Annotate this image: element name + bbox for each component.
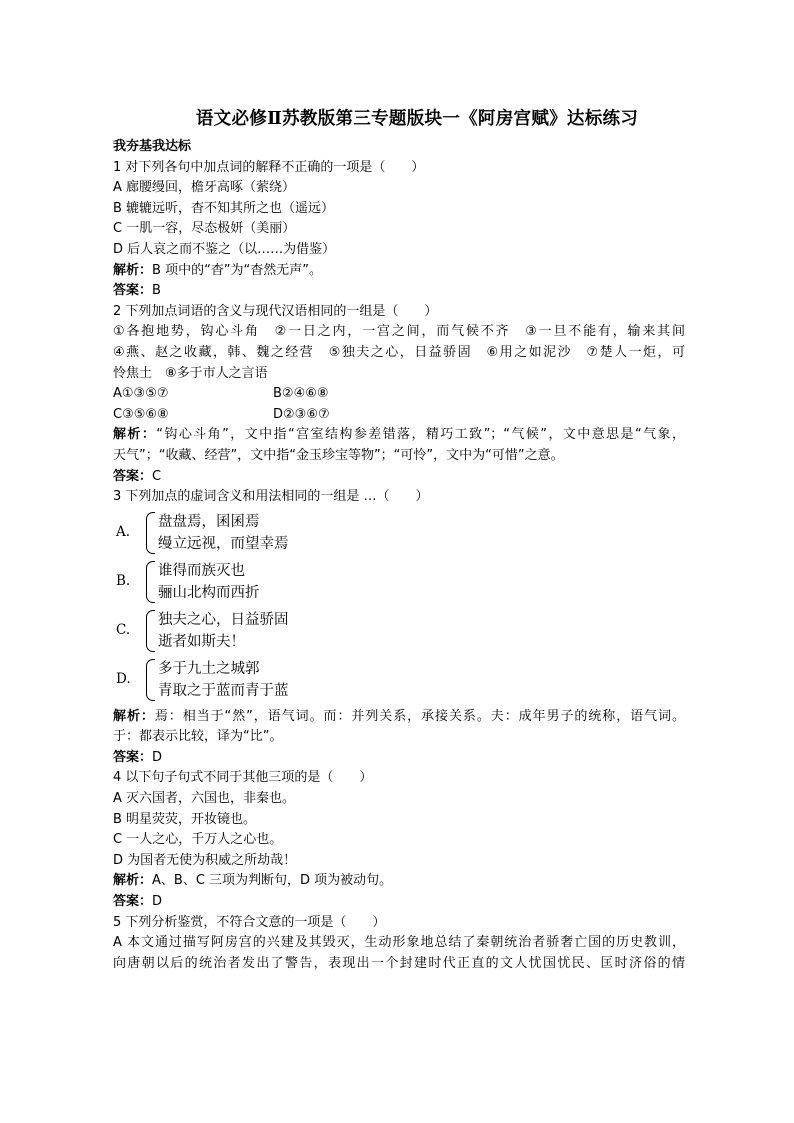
q3-option-b-line-2: 骊山北构而西折	[158, 584, 260, 601]
q3-option-a-line-1: 盘盘焉，囷囷焉	[158, 513, 260, 530]
q4-answer: 答案：D	[113, 894, 163, 910]
q3-stem: 3 下列加点的虚词含义和用法相同的一组是 …（ ）	[113, 489, 429, 505]
q3-option-d-line-1: 多于九土之城郭	[158, 660, 260, 677]
q2-options-row-2	[113, 405, 685, 426]
q2-analysis-line-1: 解析：“钩心斗角”，文中指“宫室结构参差错落，精巧工致”；“气候”，文中意思是“气象，	[113, 427, 685, 443]
option-letter: B.	[116, 573, 131, 590]
q5-option-a-line-2: 向唐朝以后的统治者发出了警告，表现出一个封建时代正直的文人忧国忧民、匡时济俗的情	[113, 955, 685, 971]
q2-items-line-1: ①各抱地势，钩心斗角 ②一日之内，一宫之间，而气候不齐 ③一旦不能有，输来其间	[113, 324, 685, 340]
answer-label: 答案：	[113, 749, 153, 765]
q4-option-a: A 灭六国者，六国也，非秦也。	[113, 791, 296, 807]
q4-option-b: B 明星荧荧，开妆镜也。	[113, 811, 257, 827]
q2-items-line-3: 怜焦土 ⑧多于市人之言语	[113, 365, 268, 381]
analysis-label: 解析：	[113, 262, 153, 278]
q4-stem: 4 以下句子句式不同于其他三项的是（ ）	[113, 770, 373, 786]
option-letter: C.	[116, 622, 131, 639]
q3-option-b-line-1: 谁得而族灭也	[158, 562, 245, 579]
q3-analysis-line-1: 解析：焉：相当于“然”，语气词。而：并列关系，承接关系。夫：成年男子的统称，语气词。	[113, 708, 685, 724]
q3-option-c	[116, 609, 685, 653]
q2-answer: 答案：C	[113, 468, 162, 484]
analysis-label: 解析：	[113, 873, 153, 889]
analysis-label: 解析：	[113, 427, 157, 443]
section-heading: 我夯基我达标	[113, 139, 192, 154]
q2-analysis-line-2: 天气”；“收藏、经营”，文中指“金玉珍宝等物”；“可怜”，文中为“可惜”之意。	[113, 447, 564, 463]
analysis-label: 解析：	[113, 708, 155, 724]
q3-option-c-line-2: 逝者如斯夫！	[158, 633, 245, 650]
q2-option-b: B②④⑥⑧	[273, 386, 329, 402]
q2-option-a: A①③⑤⑦	[113, 386, 169, 402]
q3-option-c-line-1: 独夫之心，日益骄固	[158, 611, 289, 628]
q1-answer: 答案：B	[113, 283, 161, 299]
q3-option-d	[116, 658, 685, 702]
page-title: 语文必修Ⅱ苏教版第三专题版块一《阿房宫赋》达标练习	[195, 109, 639, 129]
q2-options-row-1	[113, 384, 685, 405]
q3-analysis-line-2: 于：都表示比较，译为“比”。	[113, 729, 283, 745]
answer-label: 答案：	[113, 283, 153, 299]
q5-stem: 5 下列分析鉴赏，不符合文意的一项是（ ）	[113, 914, 386, 930]
q1-option-a: A 廊腰缦回，檐牙高啄（萦绕）	[113, 180, 296, 196]
q3-option-a	[116, 511, 685, 555]
q1-analysis: 解析：B 项中的“杳”为“杳然无声”。	[113, 262, 323, 278]
q3-option-b	[116, 560, 685, 604]
q4-option-d: D 为国者无使为积威之所劫哉！	[113, 852, 297, 868]
q3-answer: 答案：D	[113, 749, 163, 765]
brace-icon	[146, 659, 155, 701]
q2-option-d: D②③⑥⑦	[273, 406, 330, 422]
q1-stem: 1 对下列各句中加点词的解释不正确的一项是（ ）	[113, 159, 425, 175]
brace-icon	[146, 561, 155, 603]
q1-option-b: B 辘辘远听，杳不知其所之也（遥远）	[113, 200, 335, 216]
q3-option-a-line-2: 缦立远视，而望幸焉	[158, 535, 289, 552]
q2-option-c: C③⑤⑥⑧	[113, 406, 169, 422]
brace-icon	[146, 610, 155, 652]
q1-option-d: D 后人哀之而不鉴之（以……为借鉴）	[113, 241, 336, 257]
q2-items-line-2: ④燕、赵之收藏，韩、魏之经营 ⑤独夫之心，日益骄固 ⑥用之如泥沙 ⑦楚人一炬，可	[113, 344, 685, 360]
q5-option-a-line-1: A 本文通过描写阿房宫的兴建及其毁灭，生动形象地总结了秦朝统治者骄奢亡国的历史教训，	[113, 935, 685, 951]
option-letter: A.	[116, 524, 131, 541]
brace-icon	[146, 512, 155, 554]
document-body	[113, 137, 685, 974]
option-letter: D.	[116, 671, 131, 688]
q4-option-c: C 一人之心，千万人之心也。	[113, 832, 283, 848]
q3-option-d-line-2: 青取之于蓝而青于蓝	[158, 682, 289, 699]
answer-label: 答案：	[113, 468, 153, 484]
q1-option-c: C 一肌一容，尽态极妍（美丽）	[113, 221, 296, 237]
answer-label: 答案：	[113, 894, 153, 910]
q2-stem: 2 下列加点词语的含义与现代汉语相同的一组是（ ）	[113, 303, 438, 319]
q4-analysis: 解析：A、B、C 三项为判断句，D 项为被动句。	[113, 873, 393, 889]
